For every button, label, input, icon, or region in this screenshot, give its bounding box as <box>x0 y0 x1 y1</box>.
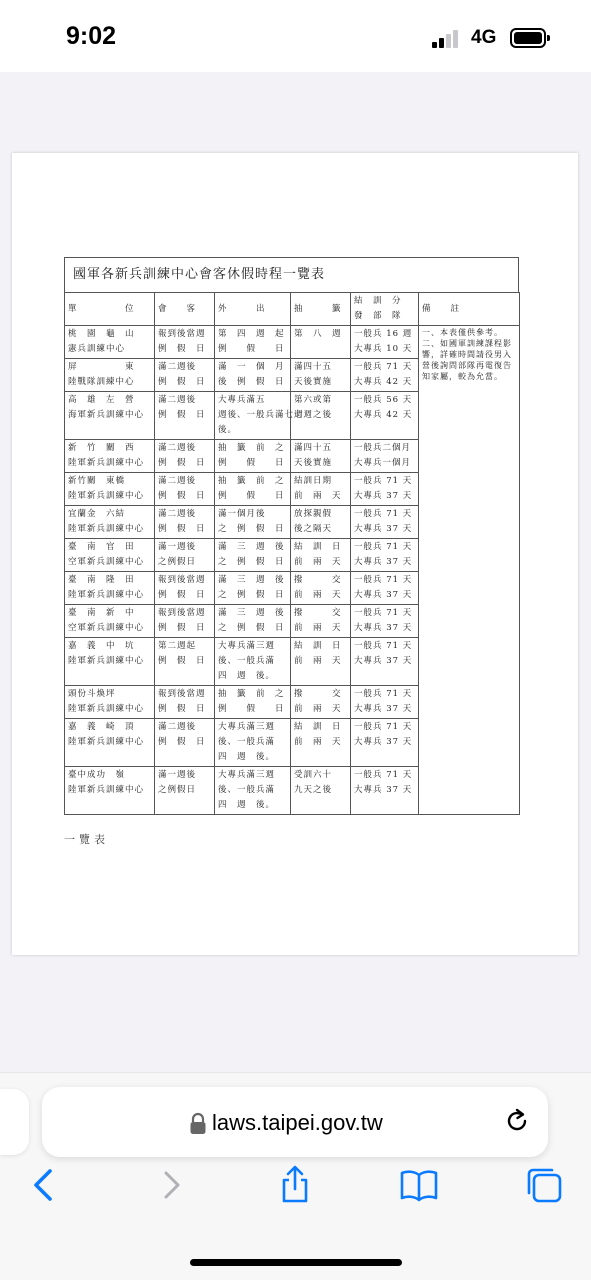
table-cell-out: 第 四 週 起 例 假 日 <box>215 326 291 359</box>
table-cell-unit: 嘉 義 崎 頂 陸軍新兵訓練中心 <box>65 719 155 767</box>
table-cell-lottery: 受訓六十 九天之後 <box>291 767 351 815</box>
table-cell-lottery: 撥 交 前 兩 天 <box>291 686 351 719</box>
table-cell-unit: 臺 南 官 田 空軍新兵訓練中心 <box>65 539 155 572</box>
table-cell-visit: 滿一週後 之例假日 <box>155 539 215 572</box>
table-cell-visit: 滿二週後 例 假 日 <box>155 473 215 506</box>
table-cell-out: 滿 三 週 後 之 例 假 日 <box>215 539 291 572</box>
back-icon[interactable] <box>24 1165 64 1205</box>
table-cell-assign: 一般兵 16 週 大專兵 10 天 <box>351 326 419 359</box>
cellular-signal-icon <box>432 30 464 48</box>
table-cell-out: 滿 一 個 月 後 例 假 日 <box>215 359 291 392</box>
table-cell-visit: 報到後當週 例 假 日 <box>155 326 215 359</box>
table-cell-visit: 第二週起 例 假 日 <box>155 638 215 686</box>
table-cell-out: 滿 三 週 後 之 例 假 日 <box>215 572 291 605</box>
table-cell-visit: 滿二週後 例 假 日 <box>155 359 215 392</box>
document-title: 國軍各新兵訓練中心會客休假時程一覽表 <box>64 257 519 292</box>
table-cell-unit: 臺 南 隆 田 陸軍新兵訓練中心 <box>65 572 155 605</box>
status-bar <box>0 0 591 72</box>
table-cell-assign: 一般兵 71 天 大專兵 37 天 <box>351 605 419 638</box>
table-cell-lottery: 第六或第 七週之後 <box>291 392 351 440</box>
table-cell-assign: 一般兵 71 天 大專兵 37 天 <box>351 686 419 719</box>
table-cell-lottery: 撥 交 前 兩 天 <box>291 572 351 605</box>
toolbar <box>0 1165 591 1225</box>
document-page <box>12 153 578 955</box>
browser-bottom-bar <box>0 1072 591 1280</box>
table-cell-out: 抽 籤 前 之 例 假 日 <box>215 686 291 719</box>
table-cell-visit: 滿二週後 例 假 日 <box>155 719 215 767</box>
table-cell-unit: 新竹關 東橋 陸軍新兵訓練中心 <box>65 473 155 506</box>
table-cell-lottery: 放探親假 後之隔天 <box>291 506 351 539</box>
notes-cell: 一、本表僅供參考。 二、如國軍訓練課程影響，詳確時間請役男入營後詢問部隊再電復告知家屬，較為允當。 <box>419 326 520 815</box>
schedule-table <box>64 292 520 815</box>
column-header: 外 出 <box>215 293 291 326</box>
address-bar[interactable] <box>42 1087 548 1157</box>
table-cell-unit: 新 竹 關 西 陸軍新兵訓練中心 <box>65 440 155 473</box>
table-cell-lottery: 滿四十五 天後實施 <box>291 440 351 473</box>
table-cell-assign: 一般兵 71 天 大專兵 37 天 <box>351 767 419 815</box>
home-indicator <box>190 1259 402 1266</box>
table-cell-visit: 滿二週後 例 假 日 <box>155 440 215 473</box>
table-cell-out: 抽 籤 前 之 例 假 日 <box>215 440 291 473</box>
table-cell-out: 大專兵滿五 週後、一般兵滿七週 後。 <box>215 392 291 440</box>
table-cell-unit: 桃 園 龜 山 憲兵訓練中心 <box>65 326 155 359</box>
table-cell-visit: 報到後當週 例 假 日 <box>155 572 215 605</box>
table-cell-out: 大專兵滿三週 後、一般兵滿 四 週 後。 <box>215 719 291 767</box>
table-cell-visit: 滿二週後 例 假 日 <box>155 392 215 440</box>
column-header: 結 訓 分 發 部 隊 <box>351 293 419 326</box>
clock: 9:02 <box>66 22 117 50</box>
document-viewer[interactable] <box>0 72 591 1072</box>
network-type: 4G <box>471 27 497 48</box>
table-cell-assign: 一般兵 71 天 大專兵 37 天 <box>351 572 419 605</box>
table-cell-unit: 屏 東 陸戰隊訓練中心 <box>65 359 155 392</box>
table-cell-lottery: 結 訓 日 前 兩 天 <box>291 638 351 686</box>
table-cell-out: 大專兵滿三週 後、一般兵滿 四 週 後。 <box>215 767 291 815</box>
table-cell-lottery: 撥 交 前 兩 天 <box>291 605 351 638</box>
previous-tab-card[interactable] <box>0 1089 29 1155</box>
column-header: 抽 籤 <box>291 293 351 326</box>
share-icon[interactable] <box>275 1165 315 1205</box>
column-header: 單 位 <box>65 293 155 326</box>
table-cell-lottery: 滿四十五 天後實施 <box>291 359 351 392</box>
table-cell-assign: 一般兵 71 天 大專兵 37 天 <box>351 539 419 572</box>
table-header-row <box>65 293 520 326</box>
bookmarks-icon[interactable] <box>399 1165 439 1205</box>
table-cell-out: 抽 籤 前 之 例 假 日 <box>215 473 291 506</box>
table-cell-assign: 一般兵 56 天 大專兵 42 天 <box>351 392 419 440</box>
forward-icon[interactable] <box>152 1165 192 1205</box>
footer-label: 一覽表 <box>64 833 109 846</box>
table-cell-lottery: 結 訓 日 前 兩 天 <box>291 539 351 572</box>
table-cell-assign: 一般兵 71 天 大專兵 37 天 <box>351 506 419 539</box>
table-cell-lottery: 第 八 週 <box>291 326 351 359</box>
table-cell-visit: 報到後當週 例 假 日 <box>155 686 215 719</box>
table-cell-unit: 嘉 義 中 坑 陸軍新兵訓練中心 <box>65 638 155 686</box>
table-row <box>65 326 520 359</box>
table-cell-out: 滿 三 週 後 之 例 假 日 <box>215 605 291 638</box>
column-header: 備 註 <box>419 293 520 326</box>
table-cell-out: 滿一個月後 之 例 假 日 <box>215 506 291 539</box>
table-cell-unit: 臺中成功 嶺 陸軍新兵訓練中心 <box>65 767 155 815</box>
table-cell-visit: 滿二週後 例 假 日 <box>155 506 215 539</box>
table-cell-unit: 宜蘭金 六結 陸軍新兵訓練中心 <box>65 506 155 539</box>
battery-icon <box>510 28 546 48</box>
table-cell-out: 大專兵滿三週 後、一般兵滿 四 週 後。 <box>215 638 291 686</box>
table-cell-lottery: 結 訓 日 前 兩 天 <box>291 719 351 767</box>
table-cell-visit: 滿一週後 之例假日 <box>155 767 215 815</box>
lock-icon <box>189 1113 207 1135</box>
table-cell-assign: 一般兵二個月 大專兵一個月 <box>351 440 419 473</box>
column-header: 會 客 <box>155 293 215 326</box>
table-cell-unit: 臺 南 新 中 空軍新兵訓練中心 <box>65 605 155 638</box>
url-text: laws.taipei.gov.tw <box>212 1110 383 1135</box>
document-content <box>64 257 519 847</box>
table-cell-assign: 一般兵 71 天 大專兵 37 天 <box>351 473 419 506</box>
tabs-icon[interactable] <box>524 1165 564 1205</box>
reload-icon[interactable] <box>504 1108 530 1134</box>
table-cell-visit: 報到後當週 例 假 日 <box>155 605 215 638</box>
table-cell-unit: 頭份斗煥坪 陸軍新兵訓練中心 <box>65 686 155 719</box>
table-cell-assign: 一般兵 71 天 大專兵 37 天 <box>351 719 419 767</box>
table-cell-unit: 高 雄 左 營 海軍新兵訓練中心 <box>65 392 155 440</box>
table-cell-lottery: 結訓日期 前 兩 天 <box>291 473 351 506</box>
table-cell-assign: 一般兵 71 天 大專兵 42 天 <box>351 359 419 392</box>
table-cell-assign: 一般兵 71 天 大專兵 37 天 <box>351 638 419 686</box>
